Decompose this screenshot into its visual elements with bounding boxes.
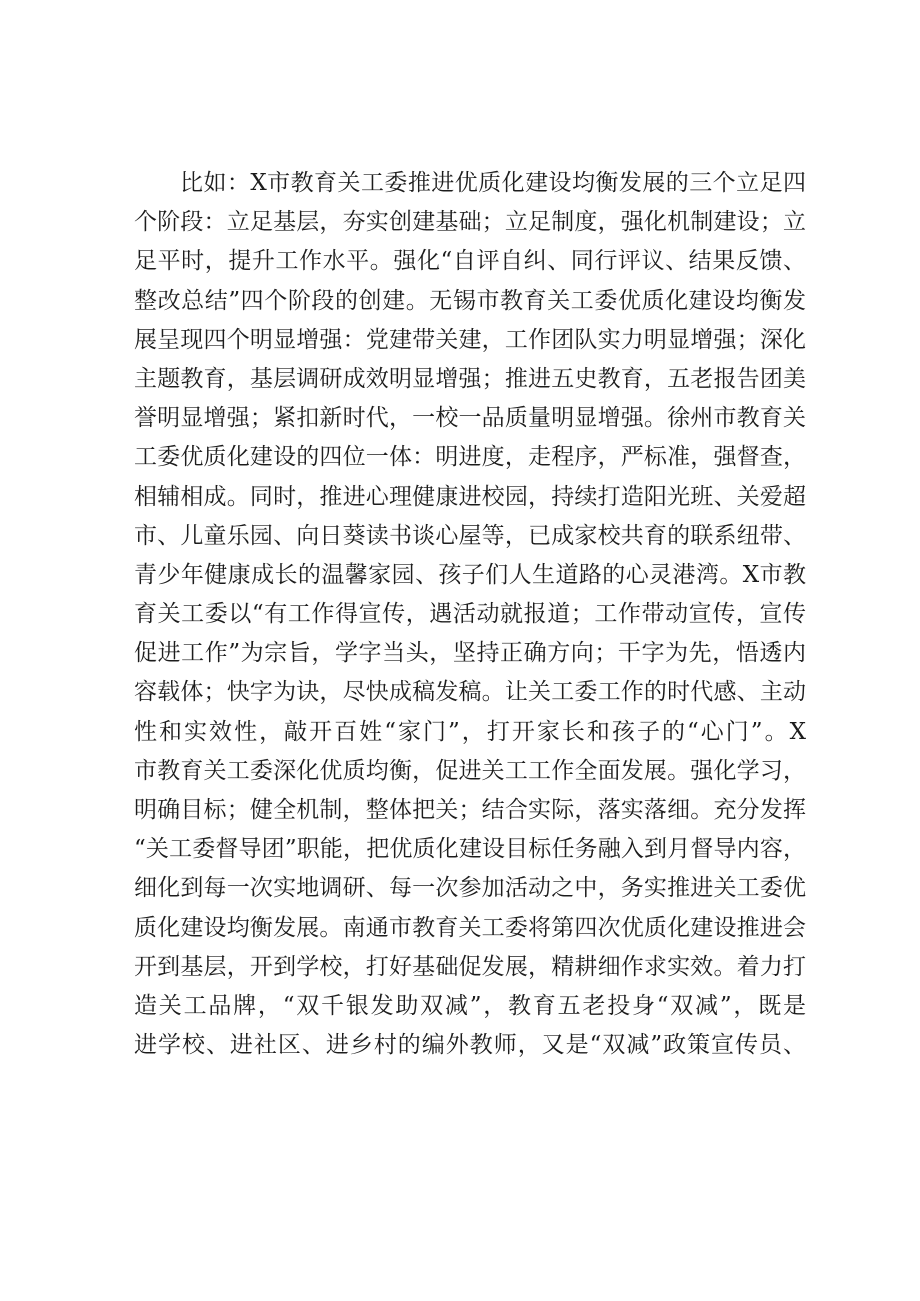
paragraph-line: 促进工作”为宗旨，学字当头，坚持正确方向；干字为先，悟透内 bbox=[134, 640, 806, 667]
paragraph-line: 造关工品牌，“双千银发助双减”，教育五老投身“双减”，既是 bbox=[134, 992, 806, 1019]
paragraph-line: 比如：X市教育关工委推进优质化建设均衡发展的三个立足四 bbox=[180, 170, 806, 196]
paragraph-line: 质化建设均衡发展。南通市教育关工委将第四次优质化建设推进会 bbox=[134, 914, 806, 941]
body-paragraph bbox=[134, 164, 806, 1065]
paragraph-line: 育关工委以“有工作得宣传，遇活动就报道；工作带动宣传，宣传 bbox=[134, 601, 806, 628]
paragraph-line: 主题教育，基层调研成效明显增强；推进五史教育，五老报告团美 bbox=[134, 365, 806, 392]
paragraph-line: 市教育关工委深化优质均衡，促进关工工作全面发展。强化学习， bbox=[134, 757, 806, 784]
paragraph-line: 足平时，提升工作水平。强化“自评自纠、同行评议、结果反馈、 bbox=[134, 248, 806, 275]
paragraph-line: 性和实效性，敲开百姓“家门”，打开家长和孩子的“心门”。X bbox=[134, 718, 806, 745]
paragraph-line: “关工委督导团”职能，把优质化建设目标任务融入到月督导内容， bbox=[134, 836, 806, 863]
paragraph-line: 个阶段：立足基层，夯实创建基础；立足制度，强化机制建设；立 bbox=[134, 209, 806, 236]
paragraph-line: 展呈现四个明显增强：党建带关建，工作团队实力明显增强；深化 bbox=[134, 326, 806, 353]
paragraph-line: 容载体；快字为诀，尽快成稿发稿。让关工委工作的时代感、主动 bbox=[134, 679, 806, 706]
paragraph-line: 誉明显增强；紧扣新时代，一校一品质量明显增强。徐州市教育关 bbox=[134, 405, 806, 432]
paragraph-line: 市、儿童乐园、向日葵读书谈心屋等，已成家校共育的联系纽带、 bbox=[134, 522, 806, 549]
paragraph-line: 明确目标；健全机制，整体把关；结合实际，落实落细。充分发挥 bbox=[134, 797, 806, 823]
paragraph-line: 相辅相成。同时，推进心理健康进校园，持续打造阳光班、关爱超 bbox=[134, 483, 806, 510]
paragraph-line: 进学校、进社区、进乡村的编外教师，又是“双减”政策宣传员、 bbox=[134, 1032, 806, 1059]
paragraph-line: 细化到每一次实地调研、每一次参加活动之中，务实推进关工委优 bbox=[134, 875, 806, 902]
paragraph-line: 开到基层，开到学校，打好基础促发展，精耕细作求实效。着力打 bbox=[134, 953, 806, 980]
paragraph-line: 工委优质化建设的四位一体：明进度，走程序，严标准，强督查， bbox=[134, 444, 806, 471]
paragraph-line: 整改总结”四个阶段的创建。无锡市教育关工委优质化建设均衡发 bbox=[134, 287, 806, 314]
paragraph-line: 青少年健康成长的温馨家园、孩子们人生道路的心灵港湾。X市教 bbox=[134, 561, 806, 588]
